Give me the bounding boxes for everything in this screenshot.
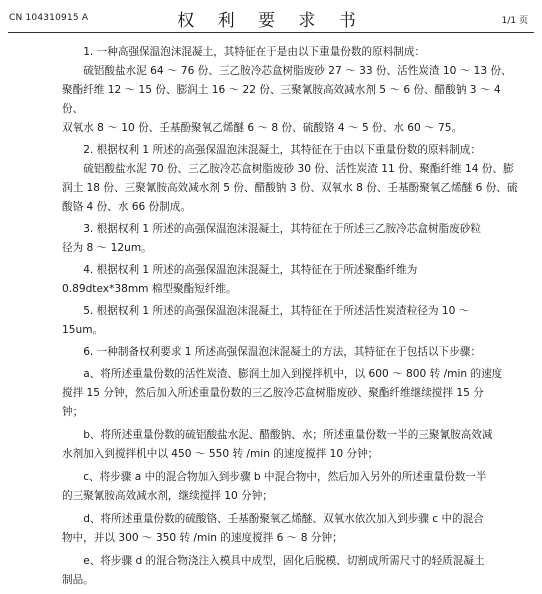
claim-line: 径为 8 ～ 12um。	[62, 242, 152, 254]
step-line: 物中，并以 300 ～ 350 转 /min 的速度搅拌 6 ～ 8 分钟；	[62, 532, 343, 544]
claim-line: 15um。	[62, 324, 104, 336]
step-line: 水剂加入到搅拌机中以 450 ～ 550 转 /min 的速度搅拌 10 分钟；	[62, 448, 379, 460]
step-e	[62, 552, 524, 590]
step-line: 搅拌 15 分钟，然后加入所述重量份数的三乙胺冷芯盒树脂废砂、聚酯纤维继续搅拌 15 分	[62, 387, 484, 399]
page-header	[0, 0, 542, 34]
claim-line: 1. 一种高强保温泡沫混凝土，其特征在于是由以下重量份数的原料制成：	[83, 46, 426, 58]
step-line: 制品。	[62, 574, 94, 586]
step-line: 的三聚氰胺高效减水剂，继续搅拌 10 分钟；	[62, 490, 273, 502]
step-b	[62, 426, 524, 464]
claim-1	[62, 43, 524, 138]
claim-5	[62, 302, 524, 340]
step-line: c、将步骤 a 中的混合物加入到步骤 b 中混合物中，然后加入另外的所述重量份数一半	[83, 471, 487, 483]
claim-line: 0.89dtex*38mm 棉型聚酯短纤维。	[62, 283, 237, 295]
claim-line: 硫铝酸盐水泥 64 ～ 76 份、三乙胺冷芯盒树脂废砂 27 ～ 33 份、活性炭渣 10 ～ 13 份、	[83, 65, 512, 77]
claim-4	[62, 261, 524, 299]
page-indicator: 1/1 页	[501, 16, 528, 26]
step-line: a、将所述重量份数的活性炭渣、膨润土加入到搅拌机中，以 600 ～ 800 转 /min 的速度	[83, 368, 503, 380]
document-title: 权 利 要 求 书	[177, 11, 365, 31]
step-d	[62, 510, 524, 548]
step-line: e、将步骤 d 的混合物浇注入模具中成型，固化后脱模、切割成所需尺寸的轻质混凝土	[83, 555, 485, 567]
claims-body	[62, 43, 524, 594]
claim-line: 润土 18 份、三聚氰胺高效减水剂 5 份、醋酸钠 3 份、双氧水 8 份、壬基酚聚氧乙烯醚 6 份、硫	[62, 182, 518, 194]
claim-line: 硫铝酸盐水泥 70 份、三乙胺冷芯盒树脂废砂 30 份、活性炭渣 11 份、聚酯纤维 14 份、膨	[83, 163, 514, 175]
claim-line: 双氧水 8 ～ 10 份、壬基酚聚氧乙烯醚 6 ～ 8 份、硫酸铬 4 ～ 5 份、水 60 ～ 75。	[62, 122, 463, 134]
step-line: d、将所述重量份数的硫酸铬、壬基酚聚氧乙烯醚、双氧水依次加入到步骤 c 中的混合	[83, 513, 484, 525]
claim-line: 2. 根据权利 1 所述的高强保温泡沫混凝土，其特征在于由以下重量份数的原料制成：	[83, 144, 481, 156]
publication-number: CN 104310915 A	[9, 13, 89, 23]
claim-line: 3. 根据权利 1 所述的高强保温泡沫混凝土，其特征在于所述三乙胺冷芯盒树脂废砂粒	[83, 223, 481, 235]
step-c	[62, 468, 524, 506]
step-line: 钟；	[62, 406, 84, 418]
claim-line: 4. 根据权利 1 所述的高强保温泡沫混凝土，其特征在于所述聚酯纤维为	[83, 264, 418, 276]
claim-3	[62, 220, 524, 258]
claim-line: 酸铬 4 份、水 66 份制成。	[62, 201, 192, 213]
claim-2	[62, 141, 524, 217]
claim-line: 6. 一种制备权利要求 1 所述高强保温泡沫混凝土的方法，其特征在于包括以下步骤：	[83, 346, 481, 358]
claim-line: 聚酯纤维 12 ～ 15 份、膨润土 16 ～ 22 份、三聚氰胺高效减水剂 5 ～ 6 份、醋酸钠 3 ～ 4 份、	[62, 84, 501, 115]
claim-line: 5. 根据权利 1 所述的高强保温泡沫混凝土，其特征在于所述活性炭渣粒径为 10 ～	[83, 305, 470, 317]
step-line: b、将所述重量份数的硫铝酸盐水泥、醋酸钠、水；所述重量份数一半的三聚氰胺高效减	[83, 429, 493, 441]
header-divider	[8, 32, 534, 33]
step-a	[62, 365, 524, 422]
claim-6	[62, 343, 524, 362]
